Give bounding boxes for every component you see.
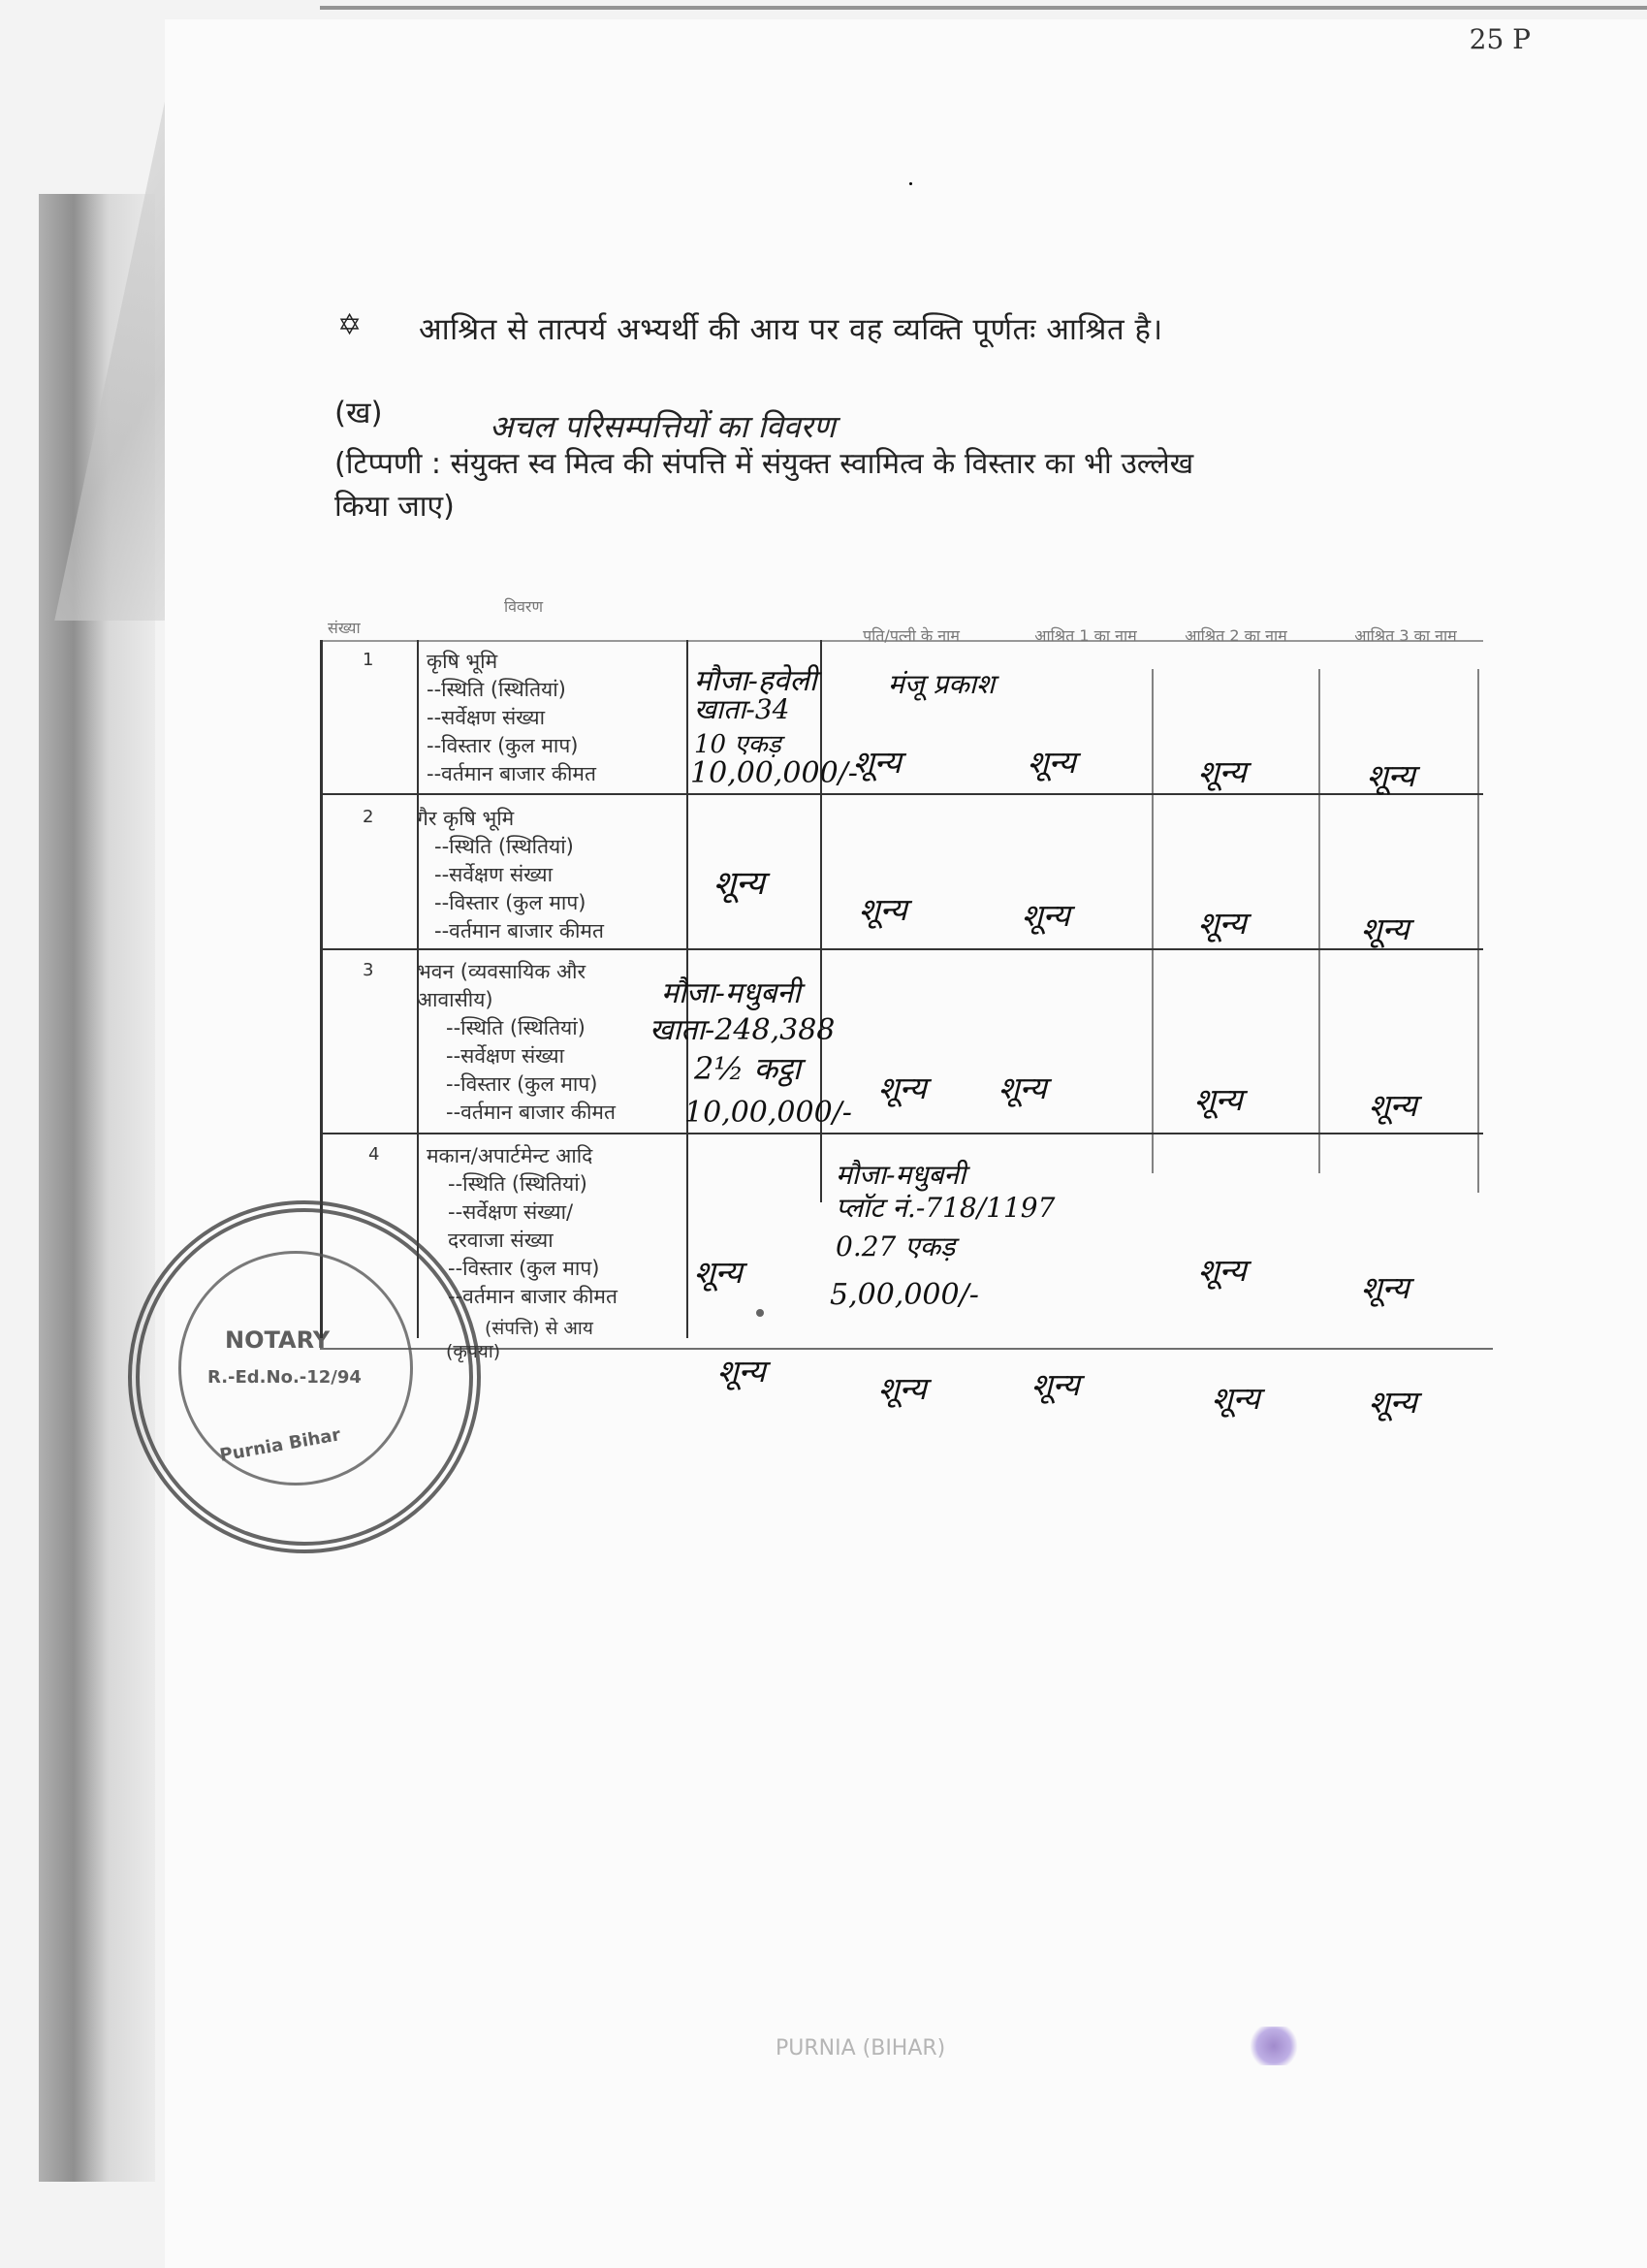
desc-line: --विस्तार (कुल माप) [448,1257,600,1280]
stamp-text: NOTARY [225,1326,331,1354]
table-col-divider [1318,669,1320,1173]
row-number: 3 [363,960,374,980]
handwritten-entry: शून्य [853,744,902,781]
handwritten-entry: शून्य [998,1070,1047,1106]
desc-line: मकान/अपार्टमेन्ट आदि [427,1144,593,1167]
handwritten-entry: खाता-34 [694,693,790,725]
desc-line: भवन (व्यवसायिक और [417,960,586,983]
bleed-through-text: PURNIA (BIHAR) [776,2036,946,2060]
header-no: संख्या [328,619,361,637]
handwritten-entry: शून्य [1369,1087,1417,1124]
handwritten-entry: शून्य [878,1070,927,1106]
header-dep1: आश्रित 1 का नाम [1034,626,1137,645]
desc-line: गैर कृषि भूमि [417,807,515,830]
desc-line: --सर्वेक्षण संख्या [434,863,554,886]
desc-line: दरवाजा संख्या [448,1229,554,1252]
table-row-divider [320,948,1483,950]
desc-line: (कृपया) [446,1341,501,1362]
handwritten-entry: 10 एकड़ [694,730,781,759]
desc-line: --वर्तमान बाजार कीमत [448,1285,618,1308]
handwritten-entry: शून्य [1198,1252,1247,1289]
section-note-line1: (टिप्पणी : संयुक्त स्व मित्व की संपत्ति में संयुक्त स्वामित्व के विस्तार का भी उल्लेख [334,447,1194,481]
header-dep2: आश्रित 2 का नाम [1185,626,1287,645]
handwritten-entry: शून्य [1369,1384,1417,1421]
handwritten-entry: मौजा-हवेली [694,664,817,698]
handwritten-entry: शून्य [1198,753,1247,790]
desc-line: --वर्तमान बाजार कीमत [427,762,596,785]
handwritten-entry: शून्य [1367,757,1415,794]
desc-line: --विस्तार (कुल माप) [427,734,579,757]
desc-line: --स्थिति (स्थितियां) [446,1016,586,1039]
table-row-divider [320,793,1483,795]
row-description [427,648,596,788]
desc-line: --स्थिति (स्थितियां) [427,678,566,701]
desc-line: --वर्तमान बाजार कीमत [446,1101,616,1124]
handwritten-entry: शून्य [1031,1366,1080,1403]
handwritten-entry: 0.27 एकड़ [836,1230,956,1262]
stamp-text: R.-Ed.No.-12/94 [207,1367,362,1388]
handwritten-entry: शून्य [694,1254,743,1291]
header-desc: विवरण [504,597,544,616]
handwritten-entry: शून्य [1194,1081,1243,1118]
stamp-text: Purnia Bihar [218,1424,342,1466]
desc-line: (संपत्ति) से आय [485,1318,593,1339]
handwritten-entry: शून्य [1198,905,1247,942]
table-border-right [1477,669,1479,1193]
document-page [165,19,1647,2268]
handwritten-entry: शून्य [717,1353,766,1390]
top-edge-line [320,6,1647,10]
handwritten-entry: शून्य [713,864,765,903]
footnote-text: आश्रित से तात्पर्य अभ्यर्थी की आय पर वह व्यक्ति पूर्णतः आश्रित है। [419,312,1163,347]
scan-speck [756,1309,764,1317]
handwritten-entry: प्लॉट नं.-718/1197 [836,1192,1056,1224]
desc-line: --सर्वेक्षण संख्या [427,706,546,729]
row-description [417,805,604,945]
desc-line: कृषि भूमि [427,650,498,673]
handwritten-entry: शून्य [1361,910,1409,947]
row-number: 4 [368,1144,380,1165]
desc-line: --सर्वेक्षण संख्या [446,1044,565,1068]
header-dep3: आश्रित 3 का नाम [1354,626,1457,645]
handwritten-entry: शून्य [1028,744,1076,781]
ink-mark [1246,2027,1302,2065]
row-number: 2 [363,807,374,827]
table-row-divider [320,1133,1483,1134]
desc-line: --स्थिति (स्थितियां) [448,1172,587,1196]
handwritten-entry: मंजू प्रकाश [888,668,996,700]
section-title: अचल परिसम्पत्तियों का विवरण [490,408,836,445]
page-number: 25 P [1469,23,1531,55]
handwritten-entry: खाता-248,388 [649,1013,836,1047]
handwritten-entry: शून्य [1361,1269,1409,1306]
scan-speck [909,182,912,185]
desc-line: --वर्तमान बाजार कीमत [434,919,604,942]
desc-line: --विस्तार (कुल माप) [434,891,586,914]
handwritten-entry: शून्य [878,1370,927,1407]
desc-line: आवासीय) [417,988,493,1011]
handwritten-entry: 10,00,000/- [684,1096,852,1130]
handwritten-entry: 10,00,000/- [690,756,858,790]
handwritten-entry: मौजा-मधुबनी [661,976,801,1010]
row-number: 1 [363,650,374,670]
row-description [417,958,616,1127]
header-spouse: पति/पत्नी के नाम [863,626,960,645]
handwritten-entry: मौजा-मधुबनी [836,1159,966,1191]
handwritten-entry: शून्य [1212,1380,1260,1417]
section-note-line2: किया जाए) [334,490,455,524]
desc-line: --स्थिति (स्थितियां) [434,835,574,858]
notary-stamp [128,1200,481,1553]
desc-line: --सर्वेक्षण संख्या/ [448,1200,574,1224]
handwritten-entry: 2½ कट्ठा [694,1050,802,1087]
handwritten-entry: शून्य [859,891,907,928]
desc-line: --विस्तार (कुल माप) [446,1072,598,1096]
section-label: (ख) [334,396,383,431]
handwritten-entry: शून्य [1022,897,1070,934]
star-icon: ✡ [337,308,363,342]
table-col-divider [1152,669,1154,1173]
handwritten-entry: 5,00,000/- [830,1278,979,1312]
